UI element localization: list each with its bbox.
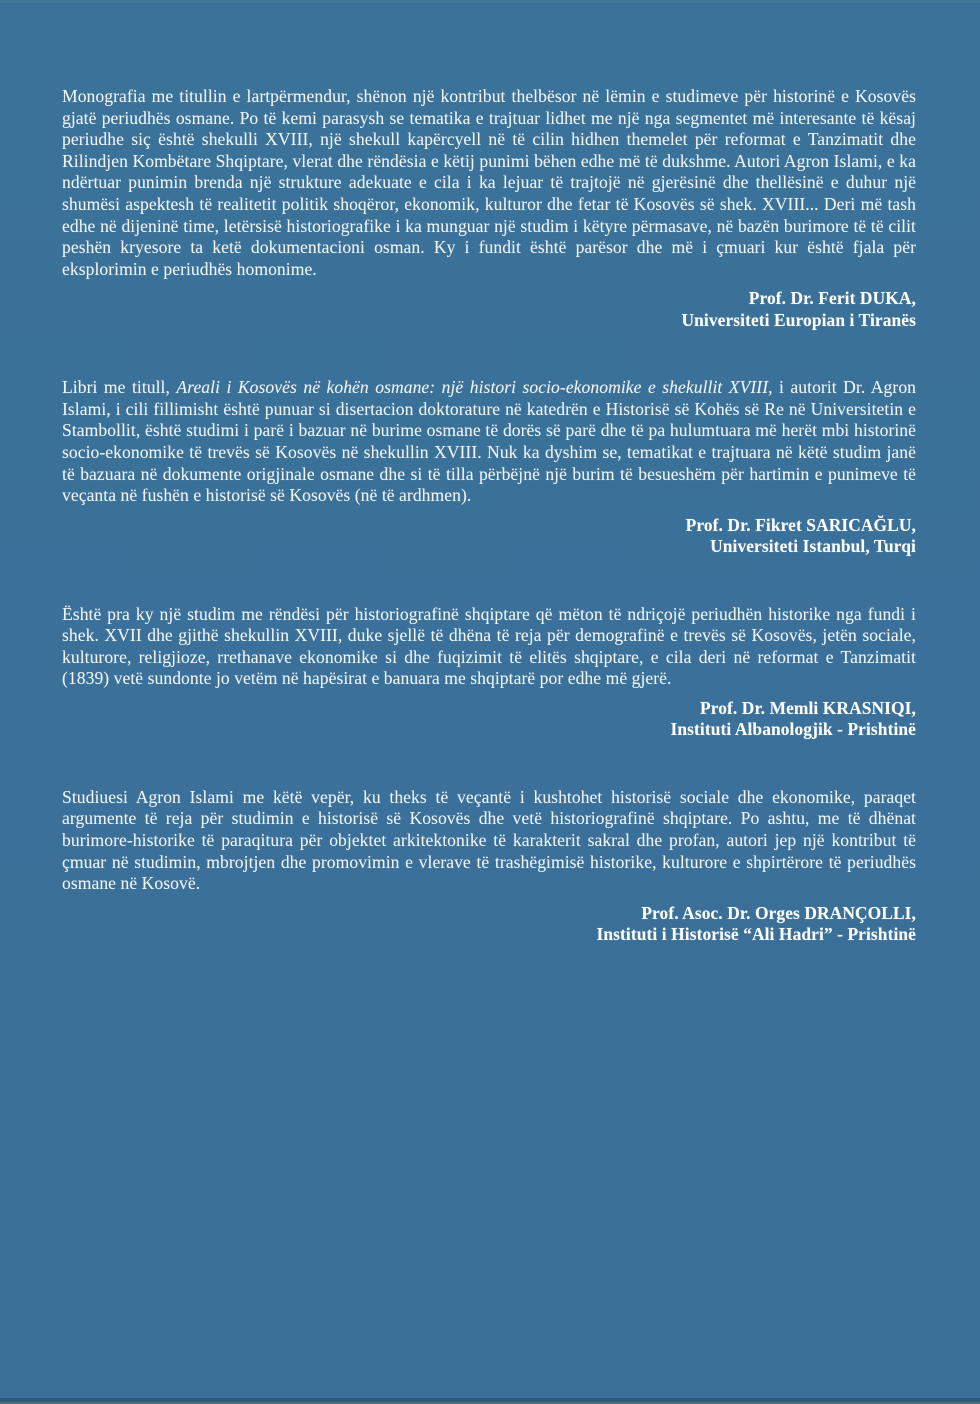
book-title-italic: Areali i Kosovës në kohën osmane: një histori socio-ekonomike e shekullit XVIII: [176, 377, 769, 398]
paragraph-text: Monografia me titullin e lartpërmendur, shënon një kontribut thelbësor në lëmin e studimeve për historinë e Kosovës gjatë periudhës osmane. Po të kemi parasysh se tematika e trajtuar lidhet me një nga segmentet më interesante të kësaj periudhe siç është shekulli XVIII, një shekull kapërcyell në të cilin hidhen themelet për reformat e Tanzimatit dhe Rilindjen Kombëtare Shqiptare, vlerat dhe rëndësia e këtij punimi bëhen edhe më të dukshme. Autori Agron Islami, e ka ndërtuar punimin brenda një strukture adekuate e cila i ka lejuar të trajtojë në gjerësinë dhe thellësinë e duhur një shumësi aspektesh të realitetit politik shoqëror, ekonomik, kulturor dhe fetar të Kosovës së shek. XVIII... Deri më tash edhe në dijeninë time, letërsisë historiografike i ka munguar një studim i këtyre përmasave, në bazën burimore të të cilit peshën kryesore ta ketë dokumentacioni osman. Ky i fundit është parësor dhe më i çmuari kur është fjala për eksplorimin e periudhës homonime.: [62, 86, 916, 279]
signature-name: Prof. Asoc. Dr. Orges DRANÇOLLI,: [641, 902, 916, 923]
signature-affiliation: Instituti Albanologjik - Prishtinë: [670, 719, 916, 740]
signature-name: Prof. Dr. Fikret SARICAĞLU,: [685, 514, 916, 535]
endorsements-container: [62, 86, 916, 946]
endorsement-paragraph: [62, 604, 916, 690]
signature-affiliation: Universiteti Europian i Tiranës: [681, 309, 916, 330]
paragraph-text: Studiuesi Agron Islami me këtë vepër, ku theks të veçantë i kushtohet historisë sociale dhe ekonomike, paraqet argumente të reja për studimin e historisë së Kosovës dhe vetë historiografinë shqiptare. Po ashtu, me të dhënat burimore-historike të paraqitura për objektet arkitektonike të karakterit sakral dhe profan, autori jep një kontribut të çmuar në studimin, mbrojtjen dhe promovimin e vlerave të trashëgimisë historike, kulturore e shpirtërore të periudhës osmane në Kosovë.: [62, 786, 916, 894]
endorsement-paragraph: [62, 787, 916, 895]
page-top-edge: [0, 0, 980, 3]
endorsement-signature: [62, 698, 916, 741]
page-bottom-edge: [0, 1398, 980, 1404]
endorsement-signature: [62, 903, 916, 946]
signature-name: Prof. Dr. Memli KRASNIQI,: [699, 697, 916, 718]
endorsement-signature: [62, 288, 916, 331]
signature-name: Prof. Dr. Ferit DUKA,: [748, 288, 916, 309]
paragraph-text: Është pra ky një studim me rëndësi për historiografinë shqiptare që mëton të ndriçojë periudhën historike nga fundi i shek. XVII dhe gjithë shekullin XVIII, duke sjellë të dhëna të reja për demografinë e trevës së Kosovës, jetën sociale, kulturore, religjioze, rrethanave ekonomike si dhe fuqizimit të elitës shqiptare, e cila deri në reformat e Tanzimatit (1839) vetë sundonte jo vetëm në hapësirat e banuara me shqiptarë por edhe më gjerë.: [62, 603, 916, 689]
paragraph-text: , i autorit Dr. Agron Islami, i cili fillimisht është punuar si disertacion doktorature në katedrën e Historisë së Kohës së Re në Universitetin e Stambollit, është studimi i parë i bazuar në burime osmane të dorës së parë dhe të pa hulumtuara më herët mbi historinë socio-ekonomike të trevës së Kosovës në shekullin XVIII. Nuk ka dyshim se, tematikat e trajtuara në këtë studim janë të bazuara në dokumente origjinale osmane dhe si të tilla përbëjnë një burim të besueshëm për hartimin e punimeve të veçanta në fushën e historisë së Kosovës (në të ardhmen).: [62, 377, 917, 506]
signature-affiliation: Instituti i Historisë “Ali Hadri” - Prishtinë: [596, 924, 916, 945]
paragraph-text: Libri me titull,: [62, 377, 177, 398]
endorsement-paragraph: [62, 377, 916, 507]
endorsement-paragraph: [62, 86, 916, 280]
endorsement-signature: [62, 515, 916, 558]
signature-affiliation: Universiteti Istanbul, Turqi: [710, 536, 916, 557]
